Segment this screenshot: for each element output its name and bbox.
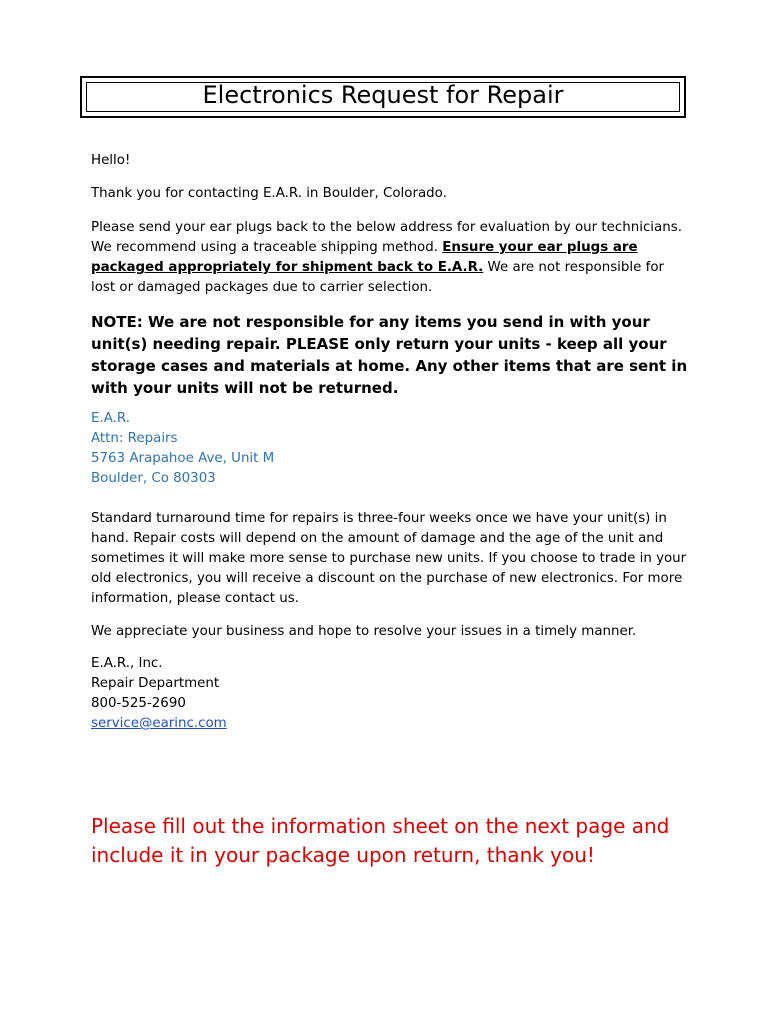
instructions-text-1: Please send your ear plugs back to the below address for evaluation by our technicians. We recommend using a traceable shipping method. [91, 220, 682, 255]
title-box [80, 76, 686, 118]
document-title: Electronics Request for Repair [202, 81, 564, 109]
return-address [91, 409, 691, 489]
thanks-paragraph: Thank you for contacting E.A.R. in Boulder, Colorado. [91, 186, 447, 201]
appreciation-paragraph: We appreciate your business and hope to resolve your issues in a timely manner. [91, 624, 637, 639]
instructions-paragraph [91, 218, 691, 298]
email-link[interactable]: service@earinc.com [91, 716, 227, 731]
greeting: Hello! [91, 153, 131, 168]
signature-company: E.A.R., Inc. [91, 656, 163, 671]
instructions-text-2: We are not responsible for lost or damaged packages due to carrier selection. [91, 260, 665, 295]
note-paragraph: NOTE: We are not responsible for any items you send in with your unit(s) needing repair. PLEASE only return your units - keep all your storage cases and materials at home. Any other items that are sent in with your units will not be returned. [91, 313, 688, 397]
closing-request: Please fill out the information sheet on the next page and include it in your package upon return, thank you! [91, 814, 670, 867]
title-inner-border [86, 82, 680, 112]
signature-department: Repair Department [91, 676, 220, 691]
address-city: Boulder, Co 80303 [91, 471, 216, 486]
signature-phone: 800-525-2690 [91, 696, 186, 711]
signature-block [91, 654, 691, 734]
packaging-emphasis: Ensure your ear plugs are packaged appropriately for shipment back to E.A.R. [91, 240, 638, 275]
turnaround-paragraph: Standard turnaround time for repairs is three-four weeks once we have your unit(s) in hand. Repair costs will depend on the amount of damage and the age of the unit and sometimes it will make more sense to purchase new units. If you choose to trade in your old electronics, you will receive a discount on the purchase of new electronics. For more information, please contact us. [91, 511, 687, 606]
address-street: 5763 Arapahoe Ave, Unit M [91, 451, 275, 466]
address-attn: Attn: Repairs [91, 431, 178, 446]
address-name: E.A.R. [91, 411, 130, 426]
